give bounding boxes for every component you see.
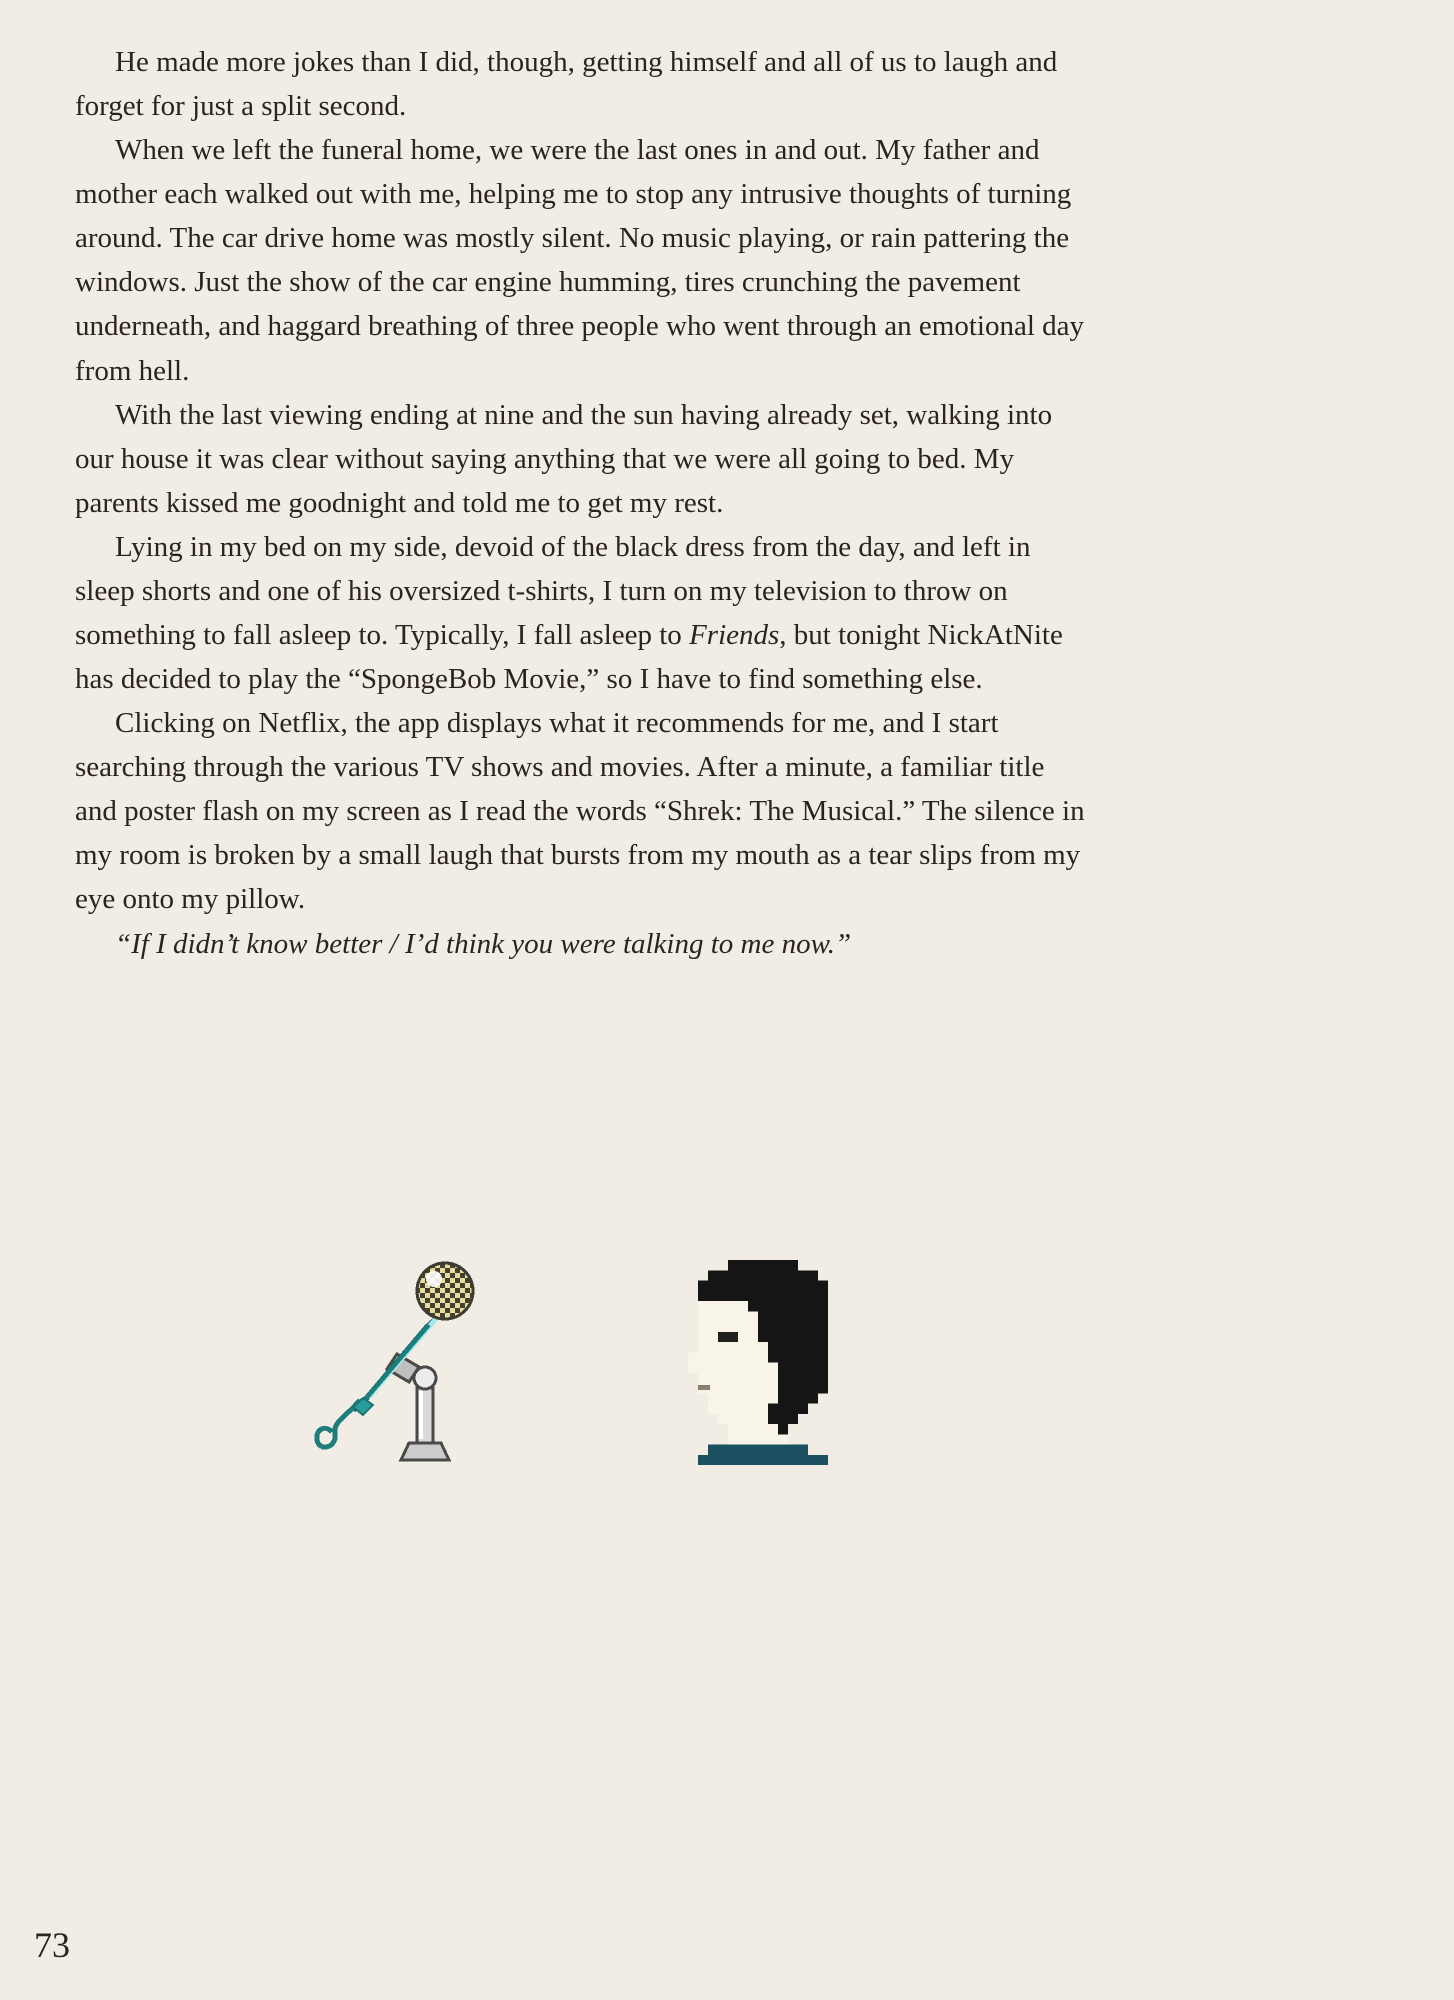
story-text (75, 40, 1087, 966)
paragraph-1: He made more jokes than I did, though, getting himself and all of us to laugh and forget for just a split second. (75, 46, 1058, 123)
microphone-pixel-art-icon (305, 1258, 515, 1473)
paragraph-4-pre: Lying in my bed on my side, devoid of the black dress from the day, and left in sleep shorts and one of his oversized t-shirts, I turn on my television to throw on something to fall asleep to. Typically, I fall asleep to (75, 530, 1031, 652)
lyric-quote: “If I didn’t know better / I’d think you were talking to me now.” (115, 927, 852, 960)
head-profile-pixel-art-icon (688, 1260, 848, 1465)
paragraph-3: With the last viewing ending at nine and the sun having already set, walking into our house it was clear without saying anything that we were all going to bed. My parents kissed me goodnight and told me to get my rest. (75, 398, 1053, 519)
page-number: 73 (34, 1925, 70, 1965)
show-title-friends: Friends (689, 619, 780, 652)
paragraph-2: When we left the funeral home, we were the last ones in and out. My father and mother each walked out with me, helping me to stop any intrusive thoughts of turning around. The car drive home was mostly silent. No music playing, or rain pattering the windows. Just the show of the car engine humming, tires crunching the pavement underneath, and haggard breathing of three people who went through an emotional day from hell. (75, 134, 1085, 387)
paragraph-4 (75, 525, 1087, 701)
paragraph-5: Clicking on Netflix, the app displays what it recommends for me, and I start searching through the various TV shows and movies. After a minute, a familiar title and poster flash on my screen as I read the words “Shrek: The Musical.” The silence in my room is broken by a small laugh that bursts from my mouth as a tear slips from my eye onto my pillow. (75, 707, 1085, 916)
paragraph-4-post: , but tonight NickAtNite has decided to play the “SpongeBob Movie,” so I have to find something else. (75, 619, 1063, 696)
